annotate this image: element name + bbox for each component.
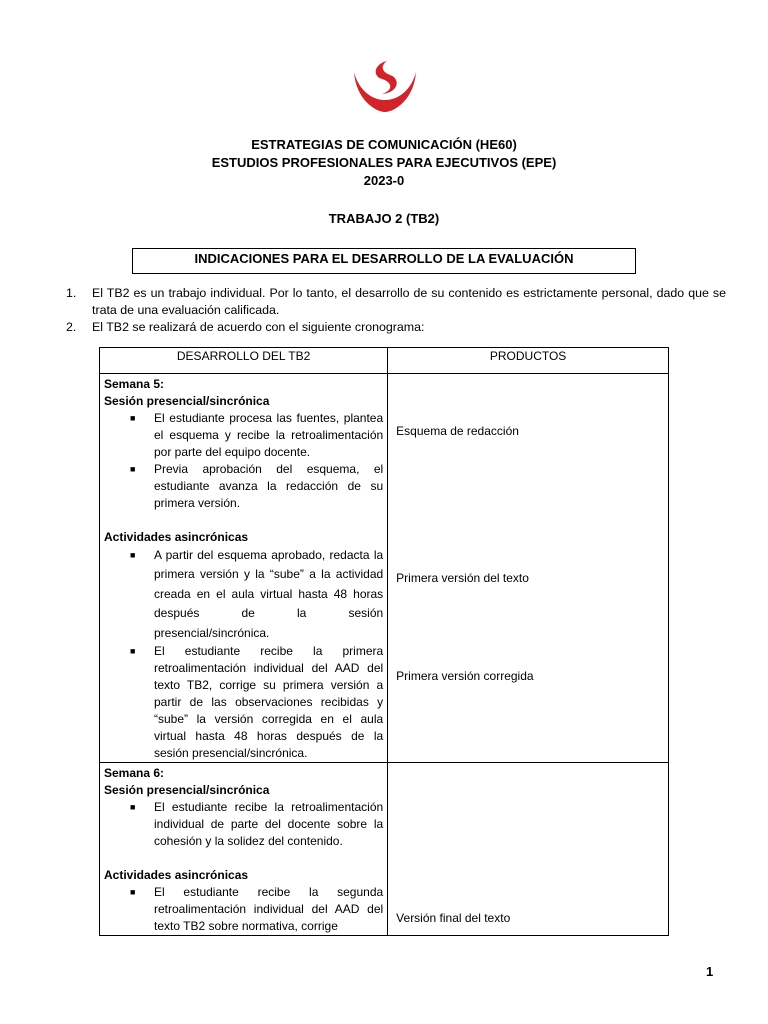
- bullet-icon: ■: [130, 413, 136, 423]
- product-label: Primera versión corregida: [396, 669, 534, 683]
- list-item: ■ El estudiante procesa las fuentes, plantea el esquema y recibe la retroalimentación por parte del equipo docente.: [130, 411, 384, 459]
- bullet-icon: ■: [130, 802, 136, 813]
- intro-list: [66, 285, 726, 336]
- assignment-title: TRABAJO 2 (TB2): [328, 211, 440, 226]
- list-item: ■ El estudiante recibe la segunda retroalimentación individual del AAD del texto TB2 sobre normativa, corrige: [130, 885, 384, 934]
- table-row: [100, 374, 669, 763]
- week6-products: [388, 763, 669, 936]
- list-item: ■ El estudiante recibe la retroalimentación individual de parte del docente sobre la cohesión y la solidez del contenido.: [130, 800, 384, 849]
- bullet-icon: ■: [130, 464, 136, 474]
- product-label: Esquema de redacción: [396, 424, 519, 438]
- list-item: ■ El estudiante recibe la primera retroalimentación individual del AAD del texto TB2, corrige su primera versión a partir de las observaciones recibidas y “sube” la versión corregida en el aula virtual hasta 48 horas después de la sesión presencial/sincrónica.: [130, 644, 384, 761]
- course-title: ESTRATEGIAS DE COMUNICACIÓN (HE60): [251, 137, 517, 152]
- week6-development: Semana 6: Sesión presencial/sincrónica ■ El estudiante recibe la retroalimentación individual de parte del docente sobre la cohesión y la solidez del contenido. Actividades asincrónicas ■ El estudiante recibe la segunda retroalimentación individual del AAD del texto TB2 sobre normativa, corrige: [100, 763, 388, 936]
- list-item: 2. El TB2 se realizará de acuerdo con el siguiente cronograma:: [66, 320, 425, 334]
- column-header: DESARROLLO DEL TB2: [100, 348, 388, 374]
- week5-products: [388, 374, 669, 763]
- list-item: ■ Previa aprobación del esquema, el estudiante avanza la redacción de su primera versión.: [130, 462, 384, 510]
- instructions-title-box: INDICACIONES PARA EL DESARROLLO DE LA EVALUACIÓN: [132, 248, 636, 274]
- table-header-row: [100, 348, 669, 374]
- period: 2023-0: [363, 173, 405, 188]
- column-header: PRODUCTOS: [388, 348, 669, 374]
- upc-logo: [350, 58, 420, 114]
- week5-development: Semana 5: Sesión presencial/sincrónica ■ El estudiante procesa las fuentes, plantea el esquema y recibe la retroalimentación por parte del equipo docente. ■ Previa aprobación del esquema, el estudiante avanza la redacción de su primera versión. Actividades asincrónicas ■ A partir del esquema aprobado, redacta la primera versión y la “sube” a la actividad creada en el aula virtual hasta 48 horas después de la sesión presencial/sincrónica. ■ El estudiante recibe la primera retroalimentación individual del AAD del texto TB2, corrige su primera versión a partir de las observaciones recibidas y “sube” la versión corregida en el aula virtual hasta 48 horas después de la sesión presencial/sincrónica.: [100, 374, 388, 763]
- list-item: 1. El TB2 es un trabajo individual. Por lo tanto, el desarrollo de su contenido es estrictamente personal, dado que se trata de una evaluación calificada.: [66, 286, 726, 317]
- schedule-table: [99, 347, 669, 936]
- bullet-icon: ■: [130, 550, 136, 560]
- product-label: Primera versión del texto: [396, 571, 529, 585]
- page-number: 1: [706, 964, 714, 979]
- list-item: ■ A partir del esquema aprobado, redacta la primera versión y la “sube” a la actividad creada en el aula virtual hasta 48 horas después de la sesión presencial/sincrónica.: [130, 548, 384, 640]
- product-label: Versión final del texto: [396, 911, 511, 926]
- bullet-icon: ■: [130, 646, 136, 657]
- table-row: [100, 763, 669, 936]
- bullet-icon: ■: [130, 887, 136, 898]
- program-title: ESTUDIOS PROFESIONALES PARA EJECUTIVOS (EPE): [211, 155, 557, 170]
- document-header: [0, 136, 768, 190]
